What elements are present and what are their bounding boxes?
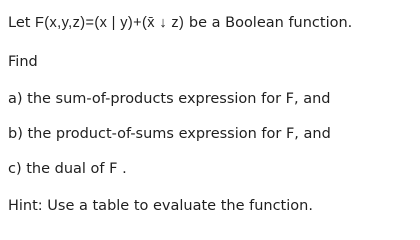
find-label: Find bbox=[8, 54, 38, 70]
question-item-a: a) the sum-of-products expression for F, and bbox=[8, 91, 331, 107]
intro-suffix: be a Boolean function. bbox=[184, 15, 353, 31]
intro-prefix: Let bbox=[8, 15, 36, 31]
hint-text: Hint: Use a table to evaluate the function. bbox=[8, 198, 313, 214]
boolean-expression: F(x,y,z)=(x | y)+(x̄ ↓ z) bbox=[35, 15, 185, 31]
intro-line bbox=[8, 14, 352, 32]
question-item-b: b) the product-of-sums expression for F, and bbox=[8, 126, 331, 142]
question-item-c: c) the dual of F . bbox=[8, 161, 127, 177]
